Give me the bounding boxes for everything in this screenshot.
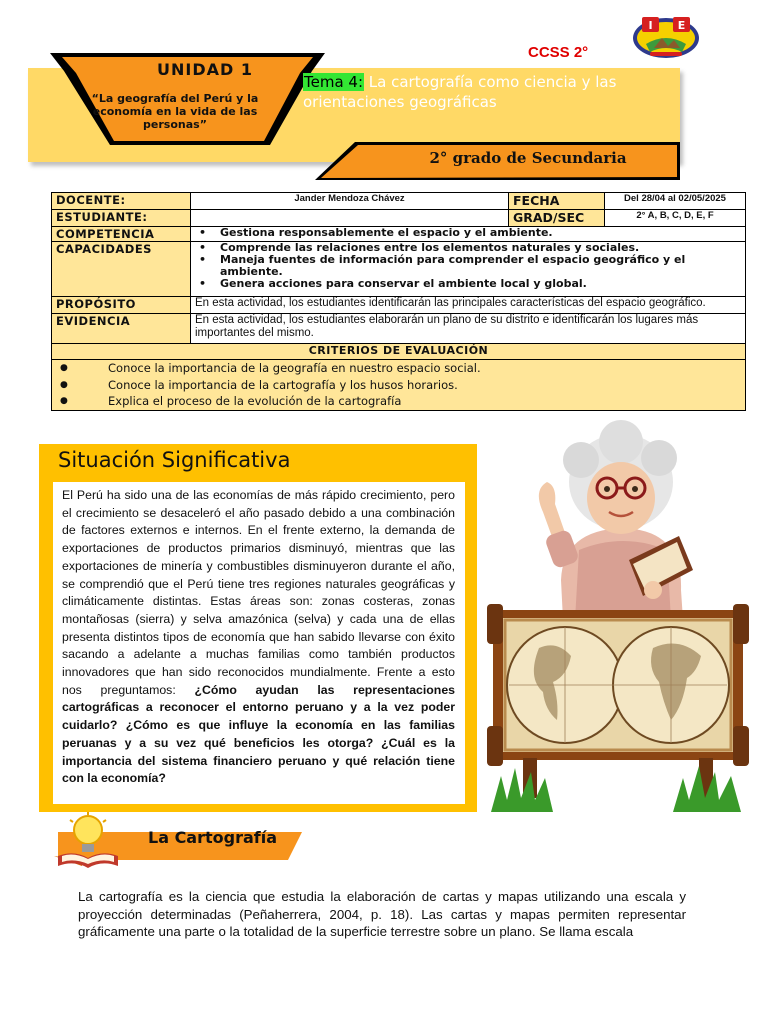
capacidades-cell [191,242,746,297]
grade-label: 2° grado de Secundaria [429,149,627,167]
docente-label: DOCENTE: [52,193,191,210]
svg-text:E: E [677,19,686,32]
fecha-label: FECHA [509,193,605,210]
teacher-map-illustration [483,420,753,812]
proposito-label: PROPÓSITO [52,297,191,314]
estudiante-label: ESTUDIANTE: [52,210,191,227]
situacion-questions: ¿Cómo ayudan las representaciones cartográficas a reconocer el entorno peruano y a la vez poder cuidarlo? ¿Cómo es que influye la economía en las familias peruanas y a su vez qué beneficios les otorga? ¿Cuál es la importancia del sistema financiero peruano y qué relación tiene con la economía? [62,682,455,786]
tema-label: Tema 4: [304,73,364,91]
cartografia-text: La cartografía es la ciencia que estudia la elaboración de cartas y mapas utilizando una escala y proyección determinadas (Peñaherrera, 2004, p. 18). Las cartas y mapas permiten representar gráficamente una parte o la totalidad de la superficie terrestre sobre un plano. Se llama escala [78,889,686,939]
situacion-title: Situación Significativa [58,448,291,472]
tema-title: La cartografía como ciencia y las orientaciones geográficas [303,73,617,111]
tema-heading [303,72,675,112]
cartografia-title: La Cartografía [148,828,278,847]
course-label: CCSS 2° [528,44,589,61]
competencia-item: • Gestiona responsablemente el espacio y el ambiente. [195,227,741,239]
capacidad-item: • Maneja fuentes de información para comprender el espacio geográfico y el ambiente. [195,254,741,278]
fecha-value: Del 28/04 al 02/05/2025 [605,193,746,210]
competencia-cell [191,227,746,242]
estudiante-value[interactable] [191,210,509,227]
world-map-board-icon [487,604,749,798]
criterio-item: ● Conoce la importancia de la cartografía y los husos horarios. [56,377,741,394]
gradsec-label: GRAD/SEC [509,210,605,227]
teacher-figure-icon [539,420,693,620]
info-table [51,192,746,411]
proposito-value: En esta actividad, los estudiantes identificarán las principales características del espacio geográfico. [191,297,746,314]
situacion-body: El Perú ha sido una de las economías de más rápido crecimiento, pero el crecimiento se desaceleró el año pasado debido a una combinación de factores externos e internos. En el frente externo, la demanda de exportaciones de productos primarios disminuyó, mientras que las exportaciones de minería y combustibles disminuyeron durante el año, se comprendió que el Perú tiene tres regiones naturales geográficas y climáticamente distintas. Estas áreas son: zonas costeras, zonas montañosas (sierra) y selva amazónica (selva) y cada una de ellas presenta distintos tipos de economía que han sabido llevarse con éxito sacando a adelante a muchas familias como también productos innovadores que han sido reconocidos mundialmente. Frente a esto nos preguntamos: [62,488,455,697]
evidencia-value: En esta actividad, los estudiantes elaborarán un plano de su distrito e identificarán los lugares más importantes del mismo. [191,314,746,344]
gradsec-value: 2° A, B, C, D, E, F [605,210,746,227]
capacidades-label: CAPACIDADES [52,242,191,297]
school-crest-icon [632,14,700,62]
criterio-item: ● Explica el proceso de la evolución de la cartografía [56,393,741,410]
unit-title: UNIDAD 1 [157,60,253,79]
capacidad-item: • Genera acciones para conservar el ambiente local y global. [195,278,741,290]
evidencia-label: EVIDENCIA [52,314,191,344]
situacion-text [62,487,455,788]
docente-value: Jander Mendoza Chávez [191,193,509,210]
criterio-item: ● Conoce la importancia de la geografía en nuestro espacio social. [56,360,741,377]
criterios-list [52,360,746,411]
criterios-header: CRITERIOS DE EVALUACIÓN [52,344,746,360]
svg-text:I: I [648,19,653,32]
capacidad-item: • Comprende las relaciones entre los elementos naturales y sociales. [195,242,741,254]
competencia-label: COMPETENCIA [52,227,191,242]
unit-subtitle: “La geografía del Perú y la economía en la vida de las personas” [91,92,259,131]
